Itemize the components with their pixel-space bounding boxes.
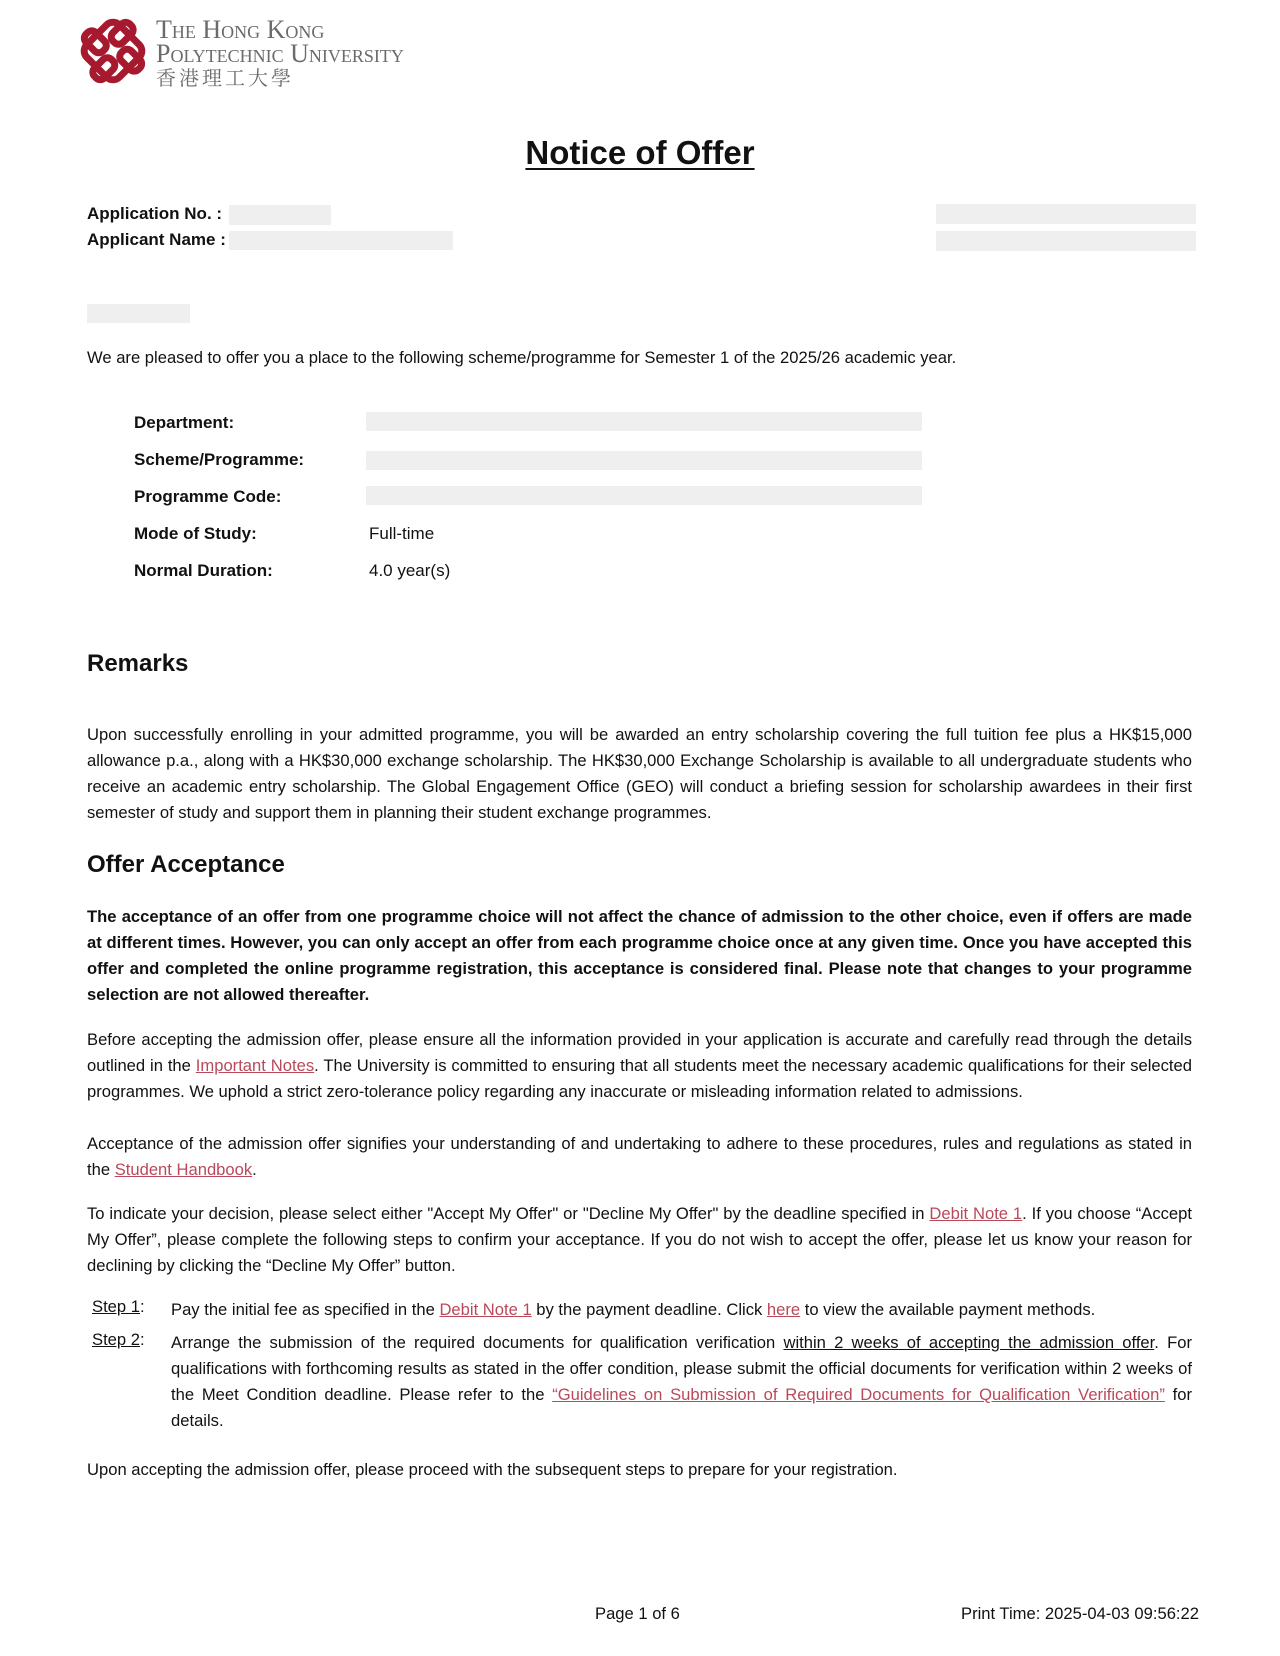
programme-code-value-redacted	[366, 486, 922, 505]
guidelines-link[interactable]: “Guidelines on Submission of Required Documents for Qualification Verification”	[552, 1385, 1165, 1404]
step-1-text: Pay the initial fee as specified in the Debit Note 1 by the payment deadline. Click here to view the available payment methods.	[171, 1300, 1096, 1319]
closing-text: Upon accepting the admission offer, please proceed with the subsequent steps to prepare for your registration.	[87, 1460, 898, 1479]
normal-duration-label: Normal Duration:	[134, 561, 273, 580]
department-label: Department:	[134, 413, 235, 432]
regulations-text-before: Acceptance of the admission offer signifies your understanding of and undertaking to adhere to these procedures, rules and regulations as stated in the	[87, 1134, 1192, 1179]
applicant-name-redacted	[229, 231, 453, 250]
step-2-label: Step 2:	[92, 1330, 145, 1349]
regulations-text-after: .	[252, 1160, 257, 1179]
university-name-chinese: 香港理工大學	[156, 68, 294, 90]
payment-methods-here-link[interactable]: here	[766, 1300, 801, 1319]
university-name	[156, 15, 404, 92]
mode-of-study-value: Full-time	[369, 524, 435, 543]
print-time: Print Time: 2025-04-03 09:56:22	[961, 1604, 1199, 1623]
accuracy-text-before: Before accepting the admission offer, please ensure all the information provided in your application is accurate and carefully read through the details outlined in the	[87, 1030, 1192, 1075]
decision-paragraph	[87, 1201, 1192, 1279]
university-logo	[76, 14, 476, 94]
accuracy-paragraph	[87, 1027, 1192, 1105]
redacted-salutation	[87, 304, 190, 323]
page-title: Notice of Offer	[525, 134, 755, 171]
normal-duration-value: 4.0 year(s)	[369, 561, 451, 580]
regulations-paragraph	[87, 1131, 1192, 1183]
university-name-line1: The Hong Kong	[156, 15, 325, 44]
applicant-name-label: Applicant Name :	[87, 230, 226, 249]
remarks-text: Upon successfully enrolling in your admitted programme, you will be awarded an entry scholarship covering the full tuition fee plus a HK$15,000 allowance p.a., along with a HK$30,000 exchange scholarship. The HK$30,000 Exchange Scholarship is available to all undergraduate students who receive an academic entry scholarship. The Global Engagement Office (GEO) will conduct a briefing session for scholarship awardees in their first semester of study and support them in planning their student exchange programmes.	[87, 725, 1192, 822]
student-handbook-link[interactable]: Student Handbook	[114, 1160, 253, 1179]
step-2-text: Arrange the submission of the required documents for qualification verification within 2 weeks of accepting the admission offer. For qualifications with forthcoming results as stated in the offer condition, please submit the official documents for verification within 2 weeks of the Meet Condition deadline. Please refer to the “Guidelines on Submission of Required Documents for Qualification Verification” for details.	[171, 1333, 1192, 1430]
scheme-programme-value-redacted	[366, 451, 922, 470]
offer-acceptance-notice: The acceptance of an offer from one programme choice will not affect the chance of admission to the other choice, even if offers are made at different times. However, you can only accept an offer from each programme choice once at any given time. Once you have accepted this offer and completed the online programme registration, this acceptance is considered final. Please note that changes to your programme selection are not allowed thereafter.	[87, 907, 1192, 1004]
accuracy-text-after: . The University is committed to ensuring that all students meet the necessary academic qualifications for their selected programmes. We uphold a strict zero-tolerance policy regarding any inaccurate or misleading information related to admissions.	[87, 1056, 1192, 1101]
intro-text: We are pleased to offer you a place to the following scheme/programme for Semester 1 of the 2025/26 academic year.	[87, 348, 957, 367]
application-no-redacted	[229, 205, 331, 225]
two-weeks-emphasis: within 2 weeks of accepting the admission offer	[783, 1333, 1155, 1352]
remarks-heading: Remarks	[87, 650, 189, 677]
programme-code-label: Programme Code:	[134, 487, 282, 506]
polyu-knot-icon	[76, 14, 150, 88]
application-no-label: Application No. :	[87, 204, 223, 223]
debit-note-1-link[interactable]: Debit Note 1	[929, 1204, 1023, 1223]
department-value-redacted	[366, 412, 922, 431]
redacted-field-right-1	[936, 204, 1196, 224]
decision-text-before: To indicate your decision, please select either "Accept My Offer" or "Decline My Offer" by the deadline specified in	[87, 1204, 930, 1223]
university-name-line2: Polytechnic University	[156, 39, 404, 68]
step-1-label: Step 1:	[92, 1297, 145, 1316]
scheme-programme-label: Scheme/Programme:	[134, 450, 305, 469]
mode-of-study-label: Mode of Study:	[134, 524, 257, 543]
decision-text-after: . If you choose “Accept My Offer”, please complete the following steps to confirm your acceptance. If you do not wish to accept the offer, please let us know your reason for declining by clicking the “Decline My Offer” button.	[87, 1204, 1192, 1275]
page-number: Page 1 of 6	[595, 1604, 680, 1623]
offer-acceptance-heading: Offer Acceptance	[87, 851, 285, 878]
redacted-field-right-2	[936, 231, 1196, 251]
step-1-debit-note-link[interactable]: Debit Note 1	[439, 1300, 532, 1319]
important-notes-link[interactable]: Important Notes	[195, 1056, 315, 1075]
